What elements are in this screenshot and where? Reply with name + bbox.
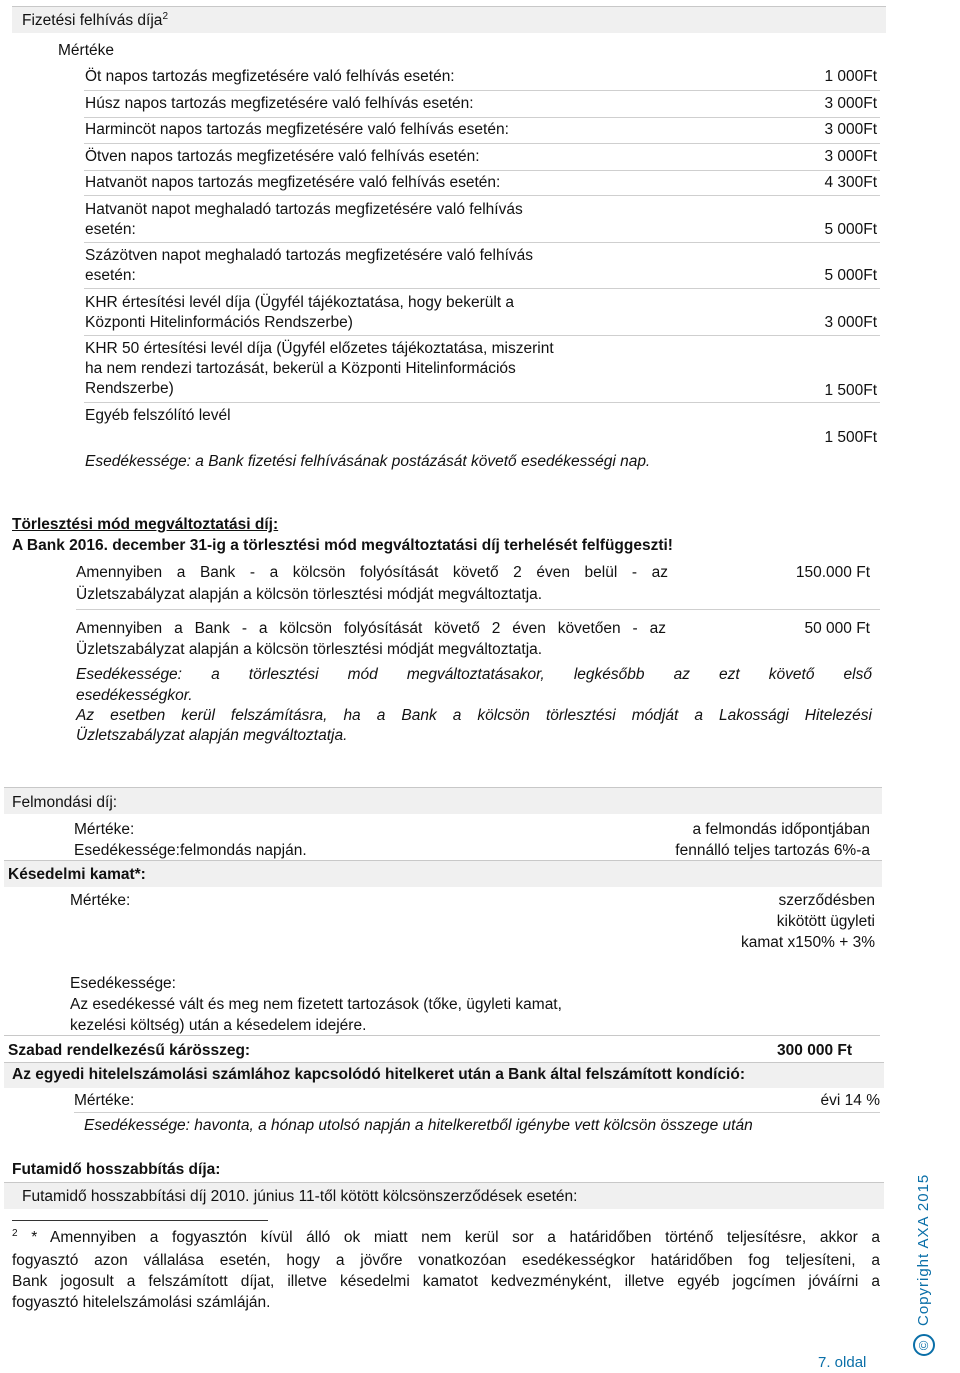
row-divider xyxy=(84,90,880,91)
footnote-text: Bank jogosult a felszámított díjat, illetve késedelmi kamatot kedvezményként, illetve egyéb jogcímen jóváírni a xyxy=(12,1273,880,1290)
section-header-band xyxy=(4,787,882,814)
fee-row-label: ha nem rendezi tartozását, bekerül a Központi Hitelinformációs xyxy=(85,360,516,377)
section-title-repayment-change-fee: Törlesztési mód megváltoztatási díj: xyxy=(12,516,279,533)
fee-row-amount: 1 500Ft xyxy=(824,429,877,446)
measure-label: Mértéke: xyxy=(74,821,135,838)
fee-row-label: esetén: xyxy=(85,267,136,284)
fee-row-amount: 3 000Ft xyxy=(824,121,877,138)
section-title-termination-fee: Felmondási díj: xyxy=(12,794,118,811)
condition-text: Üzletszabályzat alapján a kölcsön törlesztési módját megváltoztatja. xyxy=(76,641,543,658)
fee-row-amount: 5 000Ft xyxy=(824,221,877,238)
fee-row-label: Öt napos tartozás megfizetésére való felhívás esetén: xyxy=(85,68,455,85)
fee-row-label: Harmincöt napos tartozás megfizetésére való felhívás esetén: xyxy=(85,121,509,138)
condition-text: Amennyiben a Bank - a kölcsön folyósítását követő 2 éven belül - az xyxy=(76,564,668,581)
row-divider xyxy=(84,288,880,289)
fee-amount: 50 000 Ft xyxy=(804,620,870,637)
row-divider xyxy=(76,609,880,610)
row-divider xyxy=(84,402,880,403)
fee-row-label: esetén: xyxy=(85,221,136,238)
due-date-label: Esedékessége: xyxy=(70,975,176,992)
applicability-note: Üzletszabályzat alapján megváltoztatja. xyxy=(76,727,348,744)
page-number: 7. oldal xyxy=(818,1354,867,1371)
applicability-note: Az esetben kerül felszámításra, ha a Bank a kölcsön törlesztési módját a Lakossági Hitelezési xyxy=(76,707,872,724)
interest-rate: évi 14 % xyxy=(820,1092,880,1109)
late-interest-value: szerződésben xyxy=(778,892,875,909)
row-divider xyxy=(74,1112,880,1113)
fee-row-label: Százötven napot meghaladó tartozás megfizetésére való felhívás xyxy=(85,247,534,264)
footnote-reference: 2 xyxy=(162,11,168,22)
section-title-payment-notice-fee: Fizetési felhívás díja$^2$ xyxy=(22,11,168,29)
condition-text: Üzletszabályzat alapján a kölcsön törlesztési módját megváltoztatja. xyxy=(76,586,543,603)
fee-amount: 150.000 Ft xyxy=(795,564,870,581)
fee-row-label: Központi Hitelinformációs Rendszerbe) xyxy=(85,314,353,331)
footnote-text: $^2$ * Amennyiben a fogyasztón kívül álló ok miatt nem kerül sor a határidőben történő teljesítésre, akkor a xyxy=(12,1228,880,1246)
copyright-icon: © xyxy=(913,1334,935,1356)
measure-label: Mértéke: xyxy=(74,1092,135,1109)
fee-row-amount: 3 000Ft xyxy=(824,314,877,331)
late-interest-value: kamat x150% + 3% xyxy=(741,934,875,951)
footnote-number: 2 xyxy=(12,1228,18,1239)
row-divider xyxy=(84,170,880,171)
due-date-note: Esedékessége: a törlesztési mód megváltoztatásakor, legkésőbb az ezt követő első xyxy=(76,666,872,683)
condition-text: Amennyiben a Bank - a kölcsön folyósítását követő 2 éven követően - az xyxy=(76,620,666,637)
damage-amount: 300 000 Ft xyxy=(777,1042,852,1059)
row-divider xyxy=(84,117,880,118)
fee-row-amount: 3 000Ft xyxy=(824,148,877,165)
section-title-credit-line-condition: Az egyedi hitelelszámolási számlához kapcsolódó hitelkeret után a Bank által felszámított kondíció: xyxy=(12,1066,745,1083)
row-divider xyxy=(84,335,880,336)
fee-row-label: Hatvanöt napot meghaladó tartozás megfizetésére való felhívás xyxy=(85,201,523,218)
due-date-note: Esedékessége: havonta, a hónap utolsó napján a hitelkeretből igénybe vett kölcsön összege után xyxy=(84,1117,753,1134)
fee-row-label: KHR 50 értesítési levél díja (Ügyfél előzetes tájékoztatása, miszerint xyxy=(85,340,554,357)
footnote-text: fogyasztó azon vállalása esetén, hogy a jövőre vonatkozóan esedékességkor határidőben fog teljesíteni, a xyxy=(12,1252,880,1269)
fee-row-label: Egyéb felszólító levél xyxy=(85,407,231,424)
fee-row-label: Rendszerbe) xyxy=(85,380,174,397)
late-interest-value: kikötött ügyleti xyxy=(776,913,875,930)
fee-row-label: Hatvanöt napos tartozás megfizetésére való felhívás esetén: xyxy=(85,174,501,191)
row-divider xyxy=(84,242,880,243)
row-divider xyxy=(84,143,880,144)
termination-fee-value: fennálló teljes tartozás 6%-a xyxy=(675,842,870,859)
term-extension-row: Futamidő hosszabbítási díj 2010. június 11-től kötött kölcsönszerződések esetén: xyxy=(22,1188,578,1205)
due-date-text: kezelési költség) után a késedelem idejére. xyxy=(70,1017,367,1034)
section-title-term-extension-fee: Futamidő hosszabbítás díja: xyxy=(12,1161,221,1178)
due-date-note: Esedékessége: a Bank fizetési felhívásának postázását követő esedékességi nap. xyxy=(85,453,651,470)
fee-row-label: Húsz napos tartozás megfizetésére való felhívás esetén: xyxy=(85,95,474,112)
termination-fee-value: a felmondás időpontjában xyxy=(692,821,870,838)
fee-row-amount: 1 500Ft xyxy=(824,382,877,399)
measure-label: Mértéke xyxy=(58,42,114,59)
fee-row-label: Ötven napos tartozás megfizetésére való felhívás esetén: xyxy=(85,148,480,165)
section-title-free-damage-amount: Szabad rendelkezésű kárösszeg: xyxy=(8,1042,251,1059)
measure-label: Mértéke: xyxy=(70,892,131,909)
fee-row-amount: 4 300Ft xyxy=(824,174,877,191)
copyright-notice: ©Copyright AXA 2015 xyxy=(913,896,947,1356)
row-divider xyxy=(84,195,880,196)
footnote-separator xyxy=(12,1220,268,1221)
section-title-late-interest: Késedelmi kamat*: xyxy=(8,866,146,883)
due-date-text: Az esedékessé vált és meg nem fizetett tartozások (tőke, ügyleti kamat, xyxy=(70,996,562,1013)
footnote-text: fogyasztó hitelelszámolási számláján. xyxy=(12,1294,271,1311)
fee-row-label: KHR értesítési levél díja (Ügyfél tájékoztatása, hogy bekerült a xyxy=(85,294,515,311)
fee-row-amount: 5 000Ft xyxy=(824,267,877,284)
suspension-notice: A Bank 2016. december 31-ig a törlesztési mód megváltoztatási díj terhelését felfüggeszti! xyxy=(12,537,673,554)
due-date-label: Esedékessége:felmondás napján. xyxy=(74,842,307,859)
due-date-note: esedékességkor. xyxy=(76,687,193,704)
fee-row-amount: 3 000Ft xyxy=(824,95,877,112)
fee-row-amount: 1 000Ft xyxy=(824,68,877,85)
